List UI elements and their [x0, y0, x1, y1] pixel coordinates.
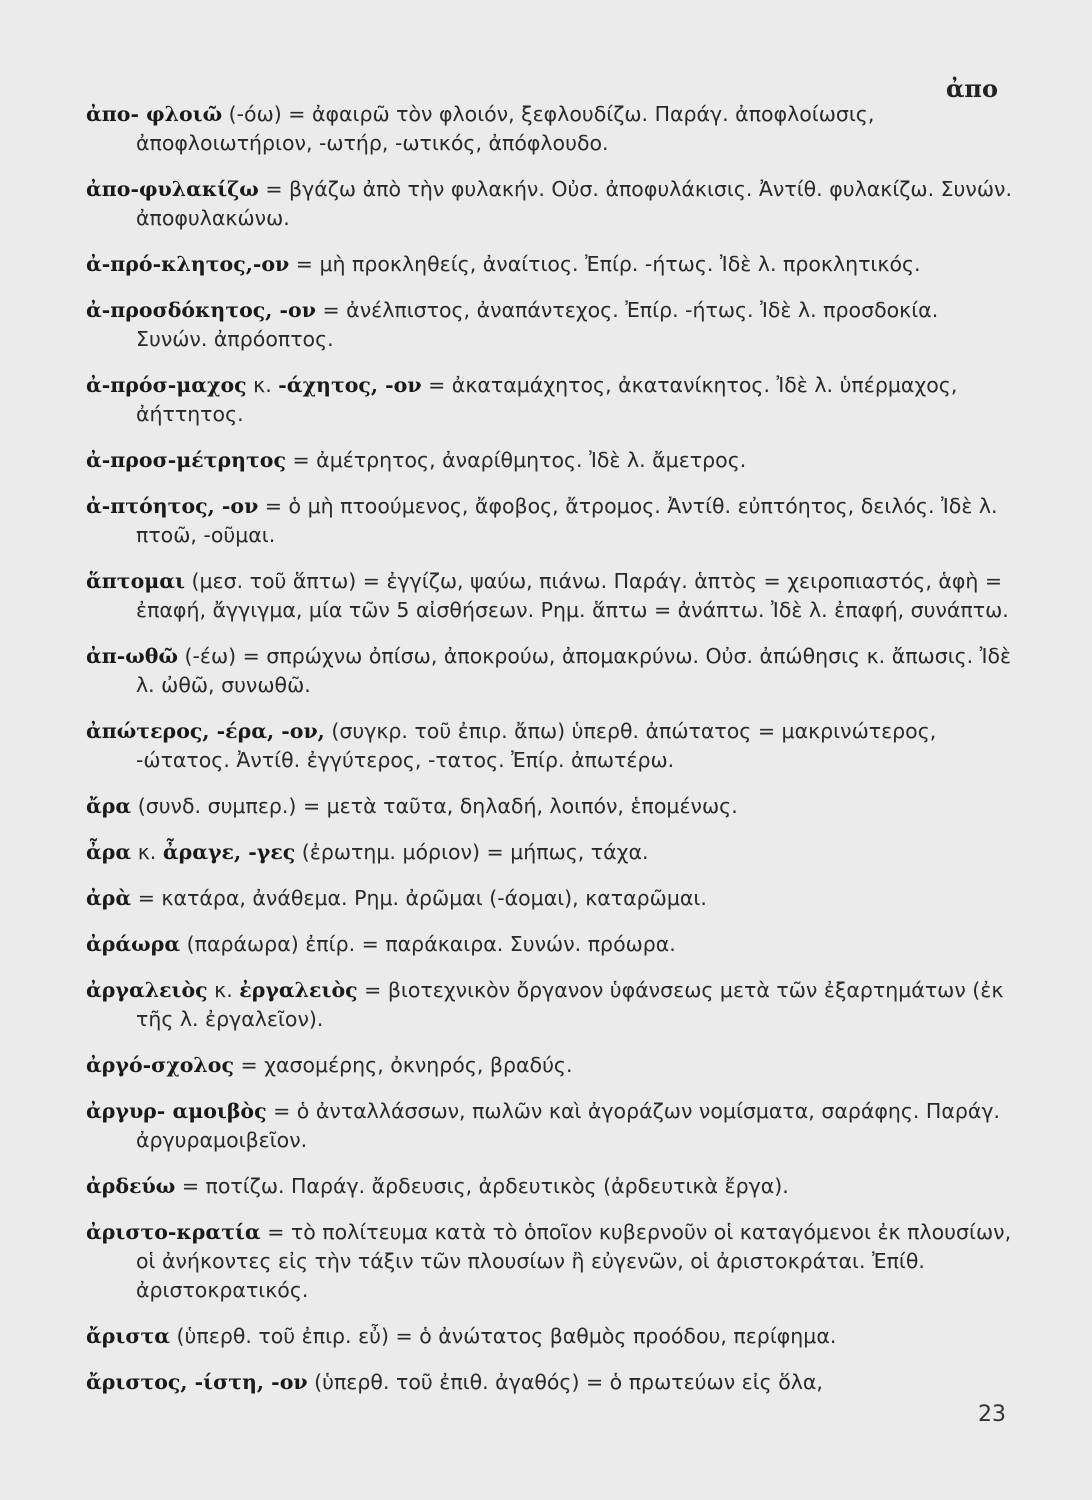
headword: ἀργό-σχολος [86, 1053, 234, 1077]
headword: ἅπτομαι [86, 569, 185, 593]
definition: = ἀμέτρητος, ἀναρίθμητος. Ἰδὲ λ. ἄμετρος. [285, 448, 747, 472]
dictionary-entry [86, 175, 1016, 233]
definition: = χασομέρης, ὀκνηρός, βραδύς. [233, 1053, 573, 1077]
entry-list [86, 100, 1016, 1414]
headword: ἀργαλειὸς [86, 978, 208, 1002]
dictionary-entry [86, 976, 1016, 1034]
dictionary-entry [86, 296, 1016, 354]
definition: (ἐρωτημ. μόριον) = μήπως, τάχα. [295, 840, 649, 864]
headword: ἀπώτερος, -έρα, -ον, [86, 719, 325, 743]
running-head: ἀπο [945, 74, 998, 103]
definition: = ἀκαταμάχητος, ἀκατανίκητος. Ἰδὲ λ. ὑπέρμαχος, ἀήττητος. [136, 373, 958, 426]
definition: (ὑπερθ. τοῦ ἐπιρ. εὖ) = ὁ ἀνώτατος βαθμὸς προόδου, περίφημα. [170, 1324, 837, 1348]
headword: ἀράωρα [86, 932, 181, 956]
connector: κ. [131, 840, 163, 864]
dictionary-entry [86, 838, 1016, 867]
headword: ἀ-προσ-μέτρητος [86, 448, 286, 472]
dictionary-entry [86, 884, 1016, 913]
definition: (-όω) = ἀφαιρῶ τὸν φλοιόν, ξεφλουδίζω. Παράγ. ἀποφλοίωσις, ἀποφλοιωτήριον, -ωτήρ, -ωτικός, ἀπόφλουδο. [136, 102, 875, 155]
headword: ἆρα [86, 840, 132, 864]
definition: = βγάζω ἀπὸ τὴν φυλακήν. Οὐσ. ἀποφυλάκισις. Ἀντίθ. φυλακίζω. Συνών. ἀποφυλακώνω. [136, 177, 1013, 230]
headword: ἀπο-φυλακίζω [86, 177, 259, 201]
dictionary-entry [86, 1051, 1016, 1080]
dictionary-entry [86, 1172, 1016, 1201]
page-number: 23 [978, 1402, 1006, 1427]
headword: ἀ-πρόσ-μαχος [86, 373, 247, 397]
definition: = ὁ μὴ πτοούμενος, ἄφοβος, ἄτρομος. Ἀντίθ. εὐπτόητος, δειλός. Ἰδὲ λ. πτοῶ, -οῦμαι. [136, 494, 998, 547]
definition: (συγκρ. τοῦ ἐπιρ. ἄπω) ὑπερθ. ἀπώτατος = μακρινώτερος, -ώτατος. Ἀντίθ. ἐγγύτερος, -τατος. Ἐπίρ. ἀπωτέρω. [136, 719, 937, 772]
dictionary-entry [86, 1368, 1016, 1397]
definition: (μεσ. τοῦ ἅπτω) = ἐγγίζω, ψαύω, πιάνω. Παράγ. ἁπτὸς = χειροπιαστός, ἁφὴ = ἐπαφή, ἄγγιγμα, μία τῶν 5 αἰσθήσεων. Ρημ. ἅπτω = ἀνάπτω. Ἰδὲ λ. ἐπαφή, συνάπτω. [136, 569, 1009, 622]
dictionary-entry [86, 930, 1016, 959]
definition: = βιοτεχνικὸν ὄργανον ὑφάνσεως μετὰ τῶν ἐξαρτημάτων (ἐκ τῆς λ. ἐργαλεῖον). [136, 978, 1004, 1031]
dictionary-entry [86, 1218, 1016, 1305]
headword-variant: ἆραγε, -γες [162, 840, 296, 864]
dictionary-entry [86, 1097, 1016, 1155]
dictionary-entry [86, 717, 1016, 775]
headword-variant: ἐργαλειὸς [239, 978, 358, 1002]
dictionary-entry [86, 371, 1016, 429]
definition: = ποτίζω. Παράγ. ἄρδευσις, ἀρδευτικὸς (ἀρδευτικὰ ἔργα). [175, 1174, 789, 1198]
headword: ἀρὰ [86, 886, 132, 910]
dictionary-entry [86, 1322, 1016, 1351]
headword: ἀρδεύω [86, 1174, 176, 1198]
dictionary-entry [86, 492, 1016, 550]
definition: = τὸ πολίτευμα κατὰ τὸ ὁποῖον κυβερνοῦν οἱ καταγόμενοι ἐκ πλουσίων, οἱ ἀνήκοντες εἰς τὴν τάξιν τῶν πλουσίων ἢ εὐγενῶν, οἱ ἀριστοκράται. Ἐπίθ. ἀριστοκρατικός. [136, 1220, 1012, 1302]
definition: = μὴ προκληθείς, ἀναίτιος. Ἐπίρ. -ήτως. Ἰδὲ λ. προκλητικός. [289, 252, 921, 276]
headword: ἄριστος, -ίστη, -ον [86, 1370, 308, 1394]
connector: κ. [246, 373, 279, 397]
definition: (παράωρα) ἐπίρ. = παράκαιρα. Συνών. πρόωρα. [180, 932, 676, 956]
headword: ἄρα [86, 794, 132, 818]
headword: ἀριστο-κρατία [86, 1220, 261, 1244]
headword: ἄριστα [86, 1324, 171, 1348]
headword: ἀπο- φλοιῶ [86, 102, 223, 126]
definition: = ἀνέλπιστος, ἀναπάντεχος. Ἐπίρ. -ήτως. Ἰδὲ λ. προσδοκία. Συνών. ἀπρόοπτος. [136, 298, 939, 351]
dictionary-entry [86, 446, 1016, 475]
dictionary-entry [86, 250, 1016, 279]
definition: (-έω) = σπρώχνω ὀπίσω, ἀποκρούω, ἀπομακρύνω. Οὐσ. ἀπώθησις κ. ἄπωσις. Ἰδὲ λ. ὠθῶ, συνωθῶ. [136, 644, 1012, 697]
definition: (συνδ. συμπερ.) = μετὰ ταῦτα, δηλαδή, λοιπόν, ἑπομένως. [131, 794, 738, 818]
headword: ἀ-προσδόκητος, -ον [86, 298, 316, 322]
headword: ἀργυρ- αμοιβὸς [86, 1099, 267, 1123]
definition: = ὁ ἀνταλλάσσων, πωλῶν καὶ ἀγοράζων νομίσματα, σαράφης. Παράγ. ἀργυραμοιβεῖον. [136, 1099, 1001, 1152]
headword: ἀ-πρό-κλητος,-ον [86, 252, 290, 276]
headword: ἀ-πτόητος, -ον [86, 494, 259, 518]
definition: = κατάρα, ἀνάθεμα. Ρημ. ἀρῶμαι (-άομαι), καταρῶμαι. [131, 886, 707, 910]
dictionary-entry [86, 567, 1016, 625]
dictionary-entry [86, 792, 1016, 821]
connector: κ. [207, 978, 240, 1002]
definition: (ὑπερθ. τοῦ ἐπιθ. ἀγαθός) = ὁ πρωτεύων εἰς ὅλα, [307, 1370, 823, 1394]
headword-variant: -άχητος, -ον [278, 373, 422, 397]
dictionary-entry [86, 642, 1016, 700]
headword: ἀπ-ωθῶ [86, 644, 178, 668]
dictionary-entry [86, 100, 1016, 158]
